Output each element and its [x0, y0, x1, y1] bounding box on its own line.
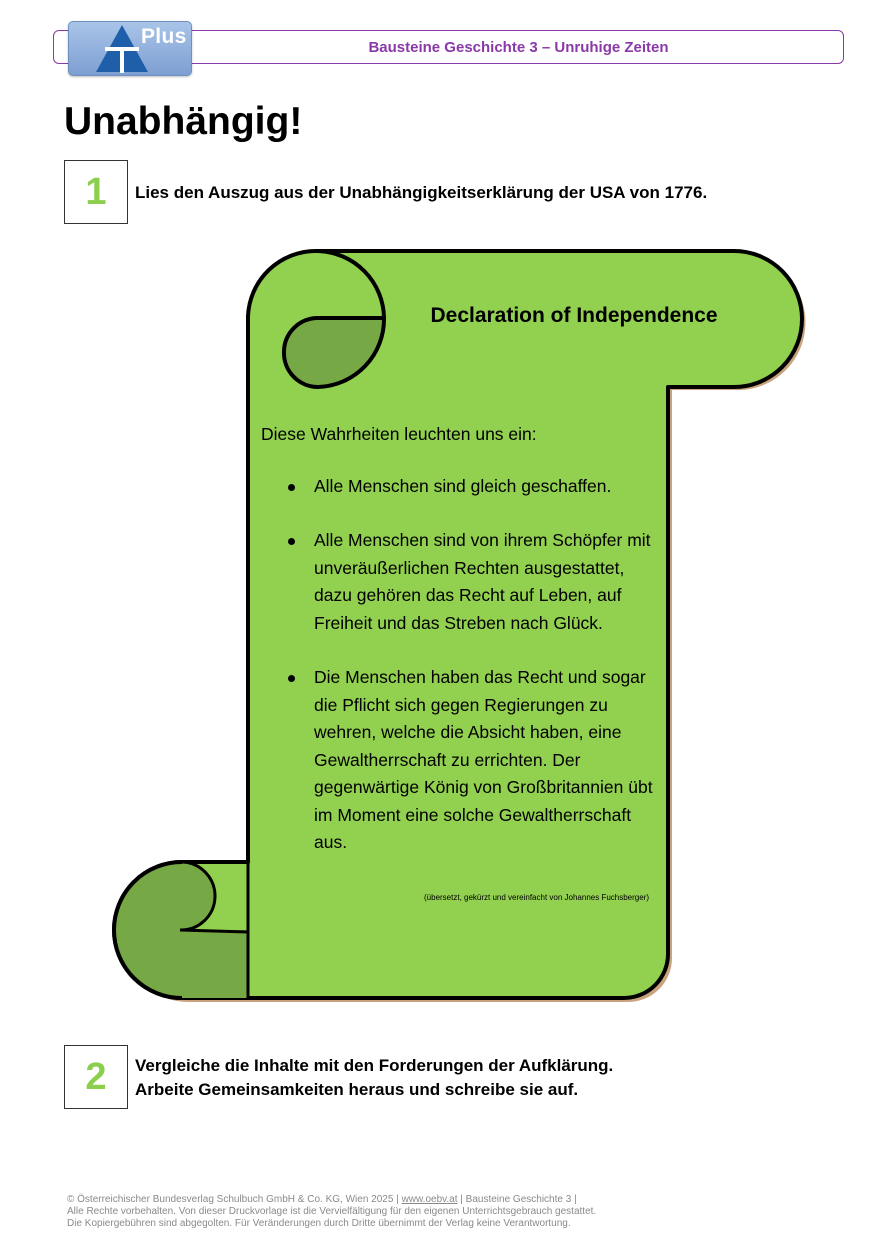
task-number-2: 2: [64, 1045, 128, 1109]
scroll-body: [261, 421, 661, 884]
logo-text: Plus: [141, 25, 187, 48]
task-2-line-1: Vergleiche die Inhalte mit den Forderungen der Aufklärung.: [135, 1056, 614, 1075]
footer-line-2: Alle Rechte vorbehalten. Von dieser Druckvorlage ist die Vervielfältigung für den eigenen Unterrichtsgebrauch gestattet.: [67, 1206, 597, 1217]
task-2-line-2: Arbeite Gemeinsamkeiten heraus und schreibe sie auf.: [135, 1080, 579, 1099]
footer: [67, 1194, 687, 1230]
bullet-text: Alle Menschen sind von ihrem Schöpfer mit unveräußerlichen Rechten ausgestattet, dazu gehören das Recht auf Leben, auf Freiheit und das Streben nach Glück.: [314, 530, 651, 633]
footer-line-1: [67, 1194, 687, 1206]
task-2-instruction: [135, 1054, 613, 1102]
footer-link[interactable]: www.oebv.at: [401, 1194, 458, 1205]
scroll-intro: Diese Wahrheiten leuchten uns ein:: [261, 424, 537, 444]
bullet-text: Alle Menschen sind gleich geschaffen.: [314, 475, 612, 496]
footer-book-title: | Bausteine Geschichte 3 |: [457, 1194, 577, 1205]
bullet-icon: [288, 538, 295, 545]
bullet-text: Die Menschen haben das Recht und sogar die Pflicht sich gegen Regierungen zu wehren, welche die Absicht haben, eine Gewaltherrschaft zu errichten. Der gegenwärtige König von Großbritannien übt im Moment eine solche Gewaltherrschaft aus.: [314, 667, 653, 852]
scroll-heading: Declaration of Independence: [430, 304, 718, 327]
bullet-icon: [288, 675, 295, 682]
task-1-instruction: Lies den Auszug aus der Unabhängigkeitserklärung der USA von 1776.: [135, 183, 708, 202]
list-item: [261, 473, 661, 501]
footer-line-3: Die Kopiergebühren sind abgegolten. Für Veränderungen durch Dritte übernimmt der Verlag keine Verantwortung.: [67, 1218, 571, 1229]
bullet-icon: [288, 484, 295, 491]
task-number-1: 1: [64, 160, 128, 224]
list-item: [261, 527, 661, 637]
list-item: [261, 664, 661, 857]
translation-credit: (übersetzt, gekürzt und vereinfacht von Johannes Fuchsberger): [424, 893, 650, 902]
page-title: Unabhängig!: [64, 100, 303, 143]
footer-copyright: © Österreichischer Bundesverlag Schulbuch GmbH & Co. KG, Wien 2025 |: [67, 1194, 402, 1205]
header-title: Bausteine Geschichte 3 – Unruhige Zeiten: [368, 38, 669, 56]
